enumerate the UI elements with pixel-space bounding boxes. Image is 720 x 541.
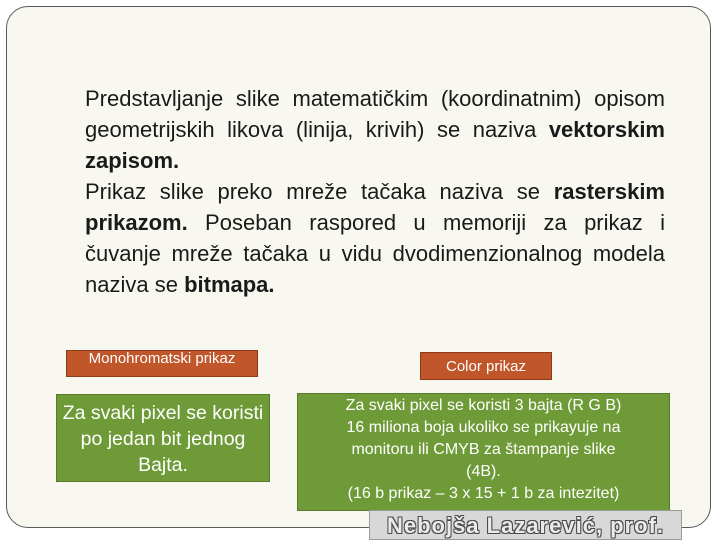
color-line: Za svaki pixel se koristi 3 bajta (R G B) bbox=[345, 397, 622, 414]
color-label: Color prikaz bbox=[420, 352, 552, 380]
bullet-vector bbox=[65, 83, 665, 176]
bullet-raster bbox=[65, 176, 665, 300]
color-line: 16 miliona boja ukoliko se prikayuje na bbox=[346, 419, 621, 436]
bullet-bold: rasterskim prikazom. bbox=[85, 179, 665, 235]
mono-label: Monohromatski prikaz bbox=[66, 350, 258, 377]
bullet-bold-bitmapa: bitmapa. bbox=[184, 272, 275, 297]
bullet-text-mid: Poseban raspored u memoriji za prikaz i čuvanje mreže tačaka u vidu dvodimenzionalnog modela naziva se bbox=[85, 210, 665, 297]
bullet-list bbox=[65, 83, 665, 300]
bullet-text: Predstavljanje slike matematičkim (koordinatnim) opisom geometrijskih likova (linija, krivih) se naziva bbox=[85, 86, 665, 142]
bullet-bold: vektorskim zapisom. bbox=[85, 117, 665, 173]
bullet-text: Prikaz slike preko mreže tačaka naziva se bbox=[85, 179, 554, 204]
color-line: monitoru ili CMYB za štampanje slike bbox=[351, 441, 616, 458]
author-signature: Nebojša Lazarević, prof. bbox=[369, 510, 682, 540]
color-line: (16 b prikaz – 3 x 15 + 1 b za intezitet) bbox=[347, 485, 620, 502]
mono-description-box: Za svaki pixel se koristi po jedan bit jednog Bajta. bbox=[56, 394, 270, 482]
color-description-box bbox=[297, 393, 670, 511]
color-line: (4B). bbox=[466, 463, 501, 480]
